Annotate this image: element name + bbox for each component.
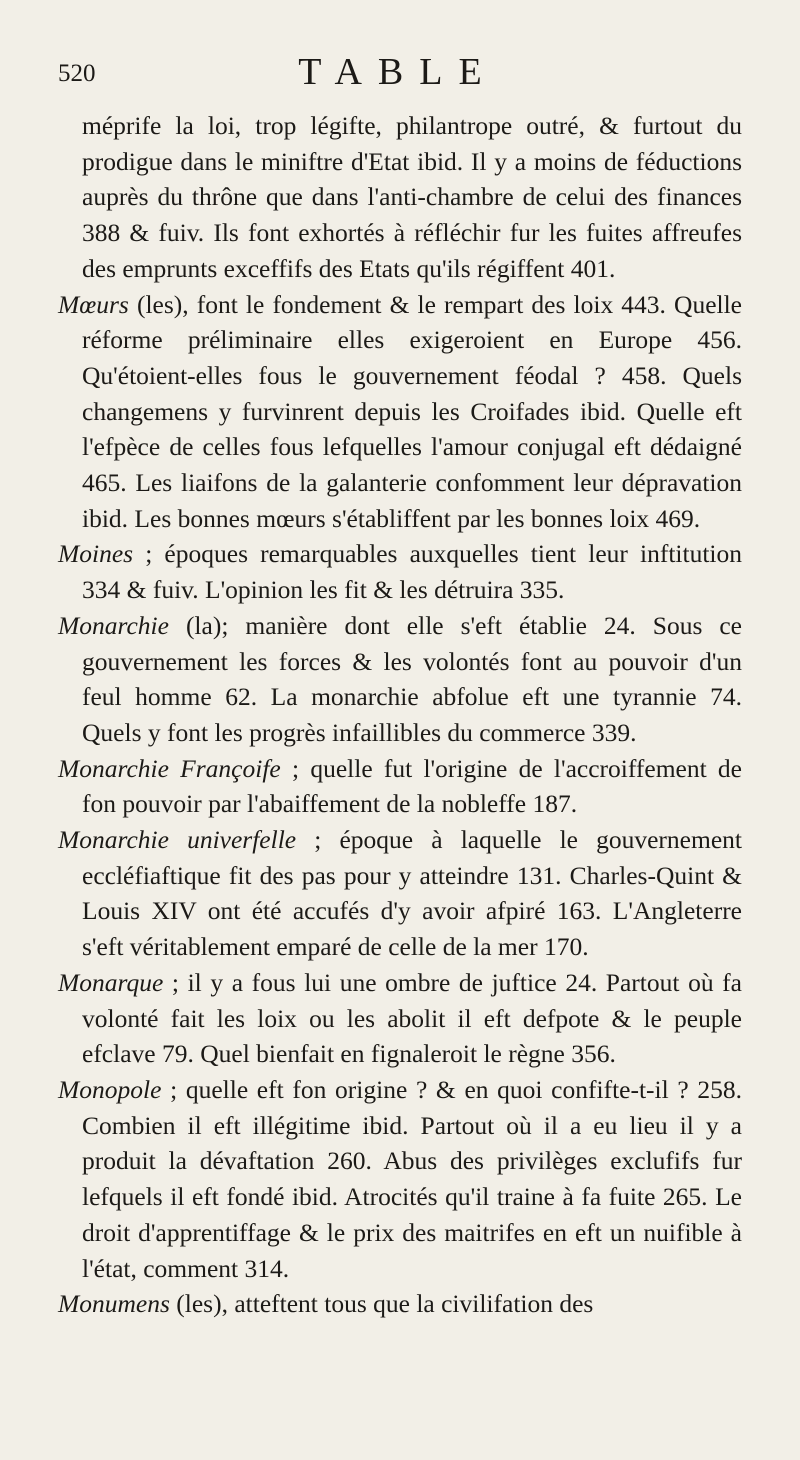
entry-head-word: Monarchie xyxy=(58,610,169,640)
entry-text: ; quelle fut l'origine de l'accroiffement de fon pouvoir par l'abaiffement de la nobleffe 187. xyxy=(82,753,743,819)
index-entry xyxy=(58,1072,742,1286)
entry-text: ; époques remarquables auxquelles tient leur inftitution 334 & fuiv. L'opinion les fit & les détruira 335. xyxy=(82,539,743,605)
index-entry xyxy=(58,287,742,537)
entry-head-word: Monarchie univerfelle xyxy=(58,825,297,855)
entry-head-word: Monarchie Françoife xyxy=(58,753,281,783)
entry-text: ; quelle eft fon origine ? & en quoi confifte-t-il ? 258. Combien il eft illégitime ibid. Partout où il a eu lieu il y a produit la dévaftation 260. Abus des privilèges exclufifs fur lefquels il eft fondé ibid. Atrocités qu'il traine à fa fuite 265. Le droit d'apprentiffage & le prix des maitrifes en eft un nuifible à l'état, comment 314. xyxy=(82,1074,742,1283)
entry-text: (les), font le fondement & le rempart des loix 443. Quelle réforme préliminaire elles exigeroient en Europe 456. Qu'étoient-elles fous le gouvernement féodal ? 458. Quels changemens y furvinrent depuis les Croifades ibid. Quelle eft l'efpèce de celles fous lefquelles l'amour conjugal eft dédaigné 465. Les liaifons de la galanterie confomment leur dépravation ibid. Les bonnes mœurs s'établiffent par les bonnes loix 469. xyxy=(82,289,743,533)
entry-text: (les), atteftent tous que la civilifation des xyxy=(176,1289,594,1319)
running-head: TABLE xyxy=(298,51,498,93)
entry-text: méprife la loi, trop légifte, philantrope outré, & furtout du prodigue dans le miniftre d'Etat ibid. Il y a moins de féductions auprès du thrône que dans l'anti-chambre de celui des finances 388 & fuiv. Ils font exhortés à réfléchir fur les fuites affreufes des emprunts exceffifs des Etats qu'ils régiffent 401. xyxy=(82,111,742,283)
entry-head-word: Mœurs xyxy=(58,289,129,319)
page-header xyxy=(58,50,738,94)
entry-head-word: Moines xyxy=(58,539,134,569)
entry-text: ; il y a fous lui une ombre de juftice 24. Partout où fa volonté fait les loix ou les abolit il eft defpote & le peuple efclave 79. Quel bienfait en fignaleroit le règne 356. xyxy=(82,967,742,1069)
index-entry xyxy=(58,822,742,965)
page-number: 520 xyxy=(58,60,96,87)
index-entry xyxy=(58,536,742,607)
entry-text: ; époque à laquelle le gouvernement eccléfiaftique fit des pas pour y atteindre 131. Charles-Quint & Louis XIV ont été accufés d'y avoir afpiré 163. L'Angleterre s'eft véritablement emparé de celle de la mer 170. xyxy=(82,825,742,962)
entry-head-word: Monumens xyxy=(58,1289,170,1319)
index-entry xyxy=(58,751,742,822)
entry-head-word: Monarque xyxy=(58,967,164,997)
index-entries xyxy=(58,108,742,1322)
index-entry xyxy=(58,608,742,751)
index-entry xyxy=(58,965,742,1072)
index-entry xyxy=(58,1286,742,1322)
entry-head-word: Monopole xyxy=(58,1074,162,1104)
index-entry xyxy=(58,108,742,287)
entry-text: (la); manière dont elle s'eft établie 24. Sous ce gouvernement les forces & les volontés font au pouvoir d'un feul homme 62. La monarchie abfolue eft une tyrannie 74. Quels y font les progrès infaillibles du commerce 339. xyxy=(82,610,742,747)
